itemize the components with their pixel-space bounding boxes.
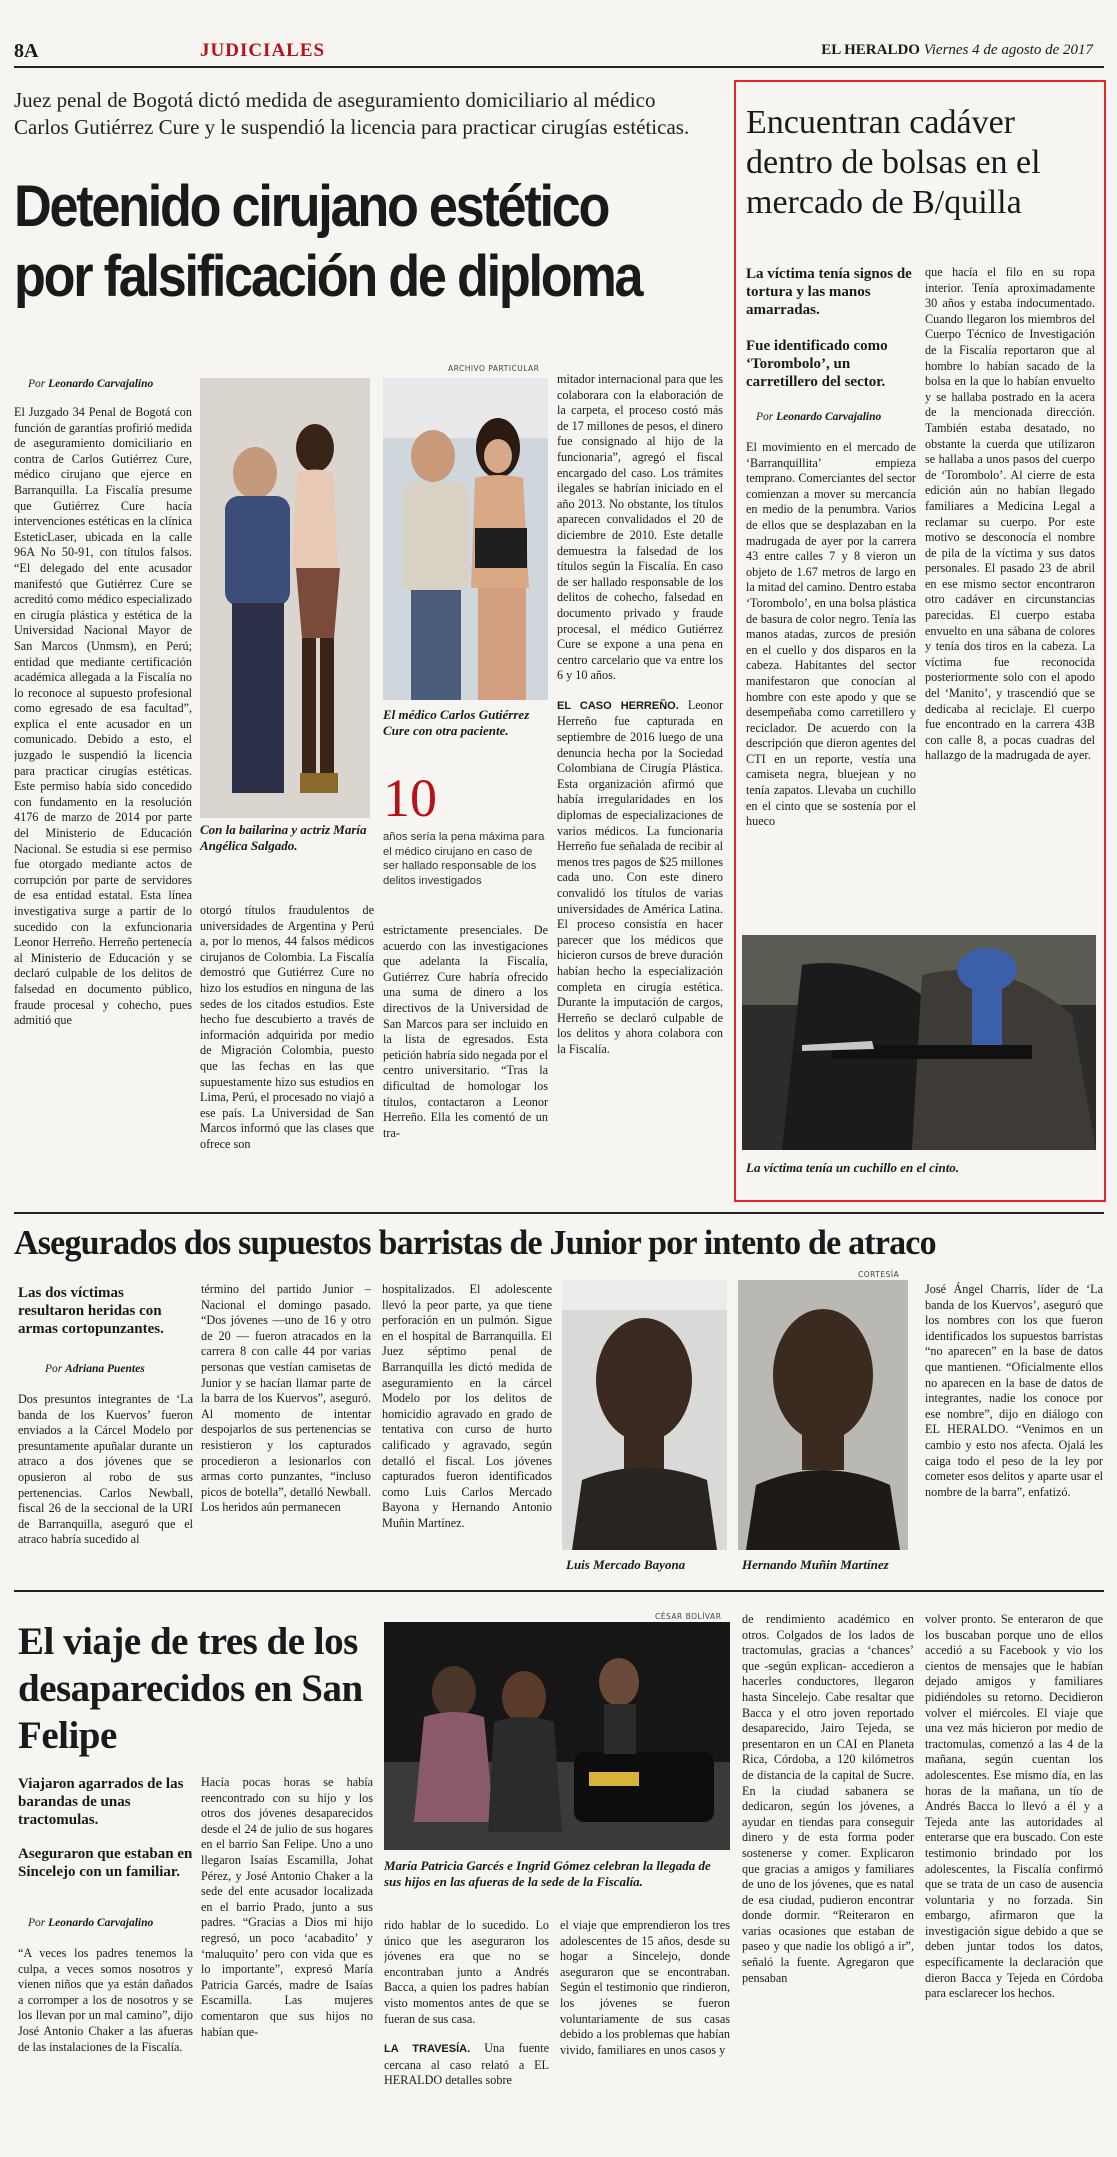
byline-name: Leonardo Carvajalino <box>48 378 154 390</box>
story1-col2: otorgó títulos fraudulentos de universidades de Argentina y Perú a, por lo menos, 44 falsos médicos cirujanos de Colombia. La Fiscalía demostró que Gutiérrez Cure no hizo los estudios en ninguna de las sedes de los citados estudios. Este hecho fue descubierto a través de información adquirida por medio de Migración Colombia, puesto que las fechas en las que supuestamente hizo sus estudios en Lima, Perú, el procesado no viajó a ese país. La Universidad de San Marcos informó que las clases que ofrece son <box>200 903 374 1151</box>
masthead-date-line <box>821 42 1093 59</box>
story4-photo-credit: CÉSAR BOLÍVAR <box>655 1612 722 1621</box>
story2-deck1: La víctima tenía signos de tortura y las manos amarradas. <box>746 266 912 318</box>
story1-headline: Detenido cirujano estético por falsificación de diploma <box>14 174 642 309</box>
story4-byline <box>28 1917 153 1929</box>
byline-name: Adriana Puentes <box>65 1363 145 1375</box>
byline-prefix: Por <box>28 378 46 390</box>
story2-byline <box>756 411 881 423</box>
story4-col6: volver pronto. Se enteraron de que los buscaban porque uno de ellos accedió a su Facebook y vio los cientos de mensajes que le habían dejado amigos y familiares pidiéndoles su retorno. Decidieron volver el miércoles. El viaje que una vez más hicieron por medio de tractomulas, comenzó a las 4 de la mañana, según cuentan los adolescentes. Ese mismo día, en las horas de la mañana, un tío de Andrés Bacca lo llevó a él y a Tejeda ante las autoridades al enterarse que era buscado. Con este testimonio brindado por los adolescentes, la Fiscalía confirmó que se trata de un caso de ausencia voluntaria y no forzada. Sin embargo, afirmaron que la investigación sigue debido a que se deben juntar todos los datos, específicamente la declaración que dieron Bacca y Tejeda en Córdoba para esclarecer los hechos. <box>925 1612 1103 2001</box>
section-label: JUDICIALES <box>200 40 326 61</box>
story3-byline <box>45 1363 145 1375</box>
story4-col2: Hacía pocas horas se había reencontrado con su hijo y los otros dos jóvenes desaparecidos desde el 24 de julio de sus hogares en el barrio San Felipe. Uno a uno llegaron Isaías Escamilla, Johat Pérez, y José Antonio Chaker a la sede del ente acusador localizada en el barrio Prado, junto a sus padres. “Gracias a Dios mi hijo regresó, un poco ‘acabadito’ y ‘maluquito’ pero con vida que es lo importante”, expresó María Patricia Garcés, madre de Isaías Escamilla. Las mujeres comentaron que sus hijos no habían que- <box>201 1775 373 2039</box>
story2-headline: Encuentran cadáver dentro de bolsas en el mercado de B/quilla <box>746 104 1041 221</box>
byline-name: Leonardo Carvajalino <box>48 1917 154 1929</box>
story1-col4-text-b: Leonor Herreño fue capturada en septiembre de 2016 luego de una denuncia hecha por la Sociedad Colombiana de Cirugía Plástica. Esta organización afirmó que había irregularidades en los diplomas de especializaciones de varios médicos. La funcionaria Herreño fue señalada de recibir al menos tres pagos de $25 millones cada uno. Con este dinero convalidó los títulos de varias universidades de América Latina. El proceso consistía en hacer parecer que los médicos que hicieron cursos de breve duración habían hecho la especialización completa en cirugía estética. Durante la imputación de cargos, Herreño se declaró culpable de los delitos y ahora colabora con la Fiscalía. <box>557 697 723 1056</box>
story3-caption2: Hernando Muñin Martínez <box>742 1557 889 1572</box>
header-rule <box>14 66 1104 68</box>
byline-name: Leonardo Carvajalino <box>776 411 882 423</box>
story1-byline <box>28 378 153 390</box>
story1-col3: estrictamente presenciales. De acuerdo con las investigaciones que adelanta la Fiscalía, Gutiérrez Cure habría ofrecido una suma de dinero a los directivos de la Universidad de San Marcos para ser incluido en la lista de egresados. Esta petición habría sido negada por el centro universitario. “Tras la dificultad de homologar los títulos, contactaron a Leonor Herreño. Ella les comentó de un tra- <box>383 923 548 1140</box>
story4-deck2: Aseguraron que estaban en Sincelejo con un familiar. <box>18 1846 193 1880</box>
story4-caption: María Patricia Garcés e Ingrid Gómez celebran la llegada de sus hijos en las afueras de la sede de la Fiscalía. <box>384 1858 711 1889</box>
story2-col2: que hacía el filo en su ropa interior. Tenía aproximadamente 30 años y estaba indocumentado. Cuando llegaron los miembros del Cuerpo Técnico de Investigación de la Fiscalía reportaron que al hombre lo habían sacado de la bolsa en la que lo habían envuelto y se hallaba postrado en la acera de la mencionada dirección. También estaba desatado, no obstante la cuerda que utilizaron se hallaba a unos pasos del cuerpo de ‘Torombolo’. Al cierre de esta edición aún no habían llegado familiares a Medicina Legal a reclamar su cuerpo. Por este motivo se desconocía el nombre de pila de la víctima y sus datos personales. El pasado 23 de abril en ese mismo sector encontraron otro cadáver en circunstancias parecidas. El cuerpo estaba envuelto en una sábana de colores y tenía dos tiros en la cabeza. La víctima fue reconocida posteriormente solo con el apodo del ‘Manito’, y trascendió que se dedicaba al reciclaje. El cuerpo fue encontrado en la carrera 43B con calle 8, a pocas cuadras del hallazgo de la madrugada de ayer. <box>925 265 1095 763</box>
story4-photo <box>384 1622 730 1850</box>
story3-photo-credit: CORTESÍA <box>858 1270 900 1279</box>
story4-col3-text-b: Una fuente cercana al caso relató a EL HERALDO detalles sobre <box>384 2041 549 2088</box>
page-number: 8A <box>14 40 39 62</box>
story4-col1: “A veces los padres tenemos la culpa, a veces somos nosotros y vienen niños que ya están dañados a corromper a los de nosotros y se los llevan por un mal camino”, dijo José Antonio Chaker a las afueras de las instalaciones de la Fiscalía. <box>18 1946 193 2054</box>
issue-date: Viernes 4 de agosto de 2017 <box>923 42 1093 58</box>
story3-col4: José Ángel Charris, líder de ‘La banda de los Kuervos’, aseguró que los nombres con los que fueron identificados los supuestos barristas “no aparecen” en la base de datos que mantienen. “Oficialmente ellos no aparecen en la base de datos de integrantes, nadie los conoce por ese nombre”, dijo en diálogo con EL HERALDO. “Venimos en un cambio y esto nos afecta. Ojalá les caiga todo el peso de la ley por cometer esos delitos y aparte usar el nombre de la barra”, enfatizó. <box>925 1282 1103 1499</box>
story1-photo-credit: ARCHIVO PARTICULAR <box>448 364 540 373</box>
byline-prefix: Por <box>28 1917 46 1929</box>
story4-col3-text: rido hablar de lo sucedido. Lo único que les aseguraron los jóvenes era que no se encontraban junto a Andrés Bacca, a quien los padres habían visto momentos antes de que se fueran de sus casa. <box>384 1918 549 2026</box>
story4-headline: El viaje de tres de los desaparecidos en San Felipe <box>18 1620 363 1757</box>
paper-name: EL HERALDO <box>821 42 920 58</box>
story2-caption: La víctima tenía un cuchillo en el cinto. <box>746 1160 960 1175</box>
story3-caption1: Luis Mercado Bayona <box>566 1557 686 1572</box>
story3-headline: Asegurados dos supuestos barristas de Junior por intento de atraco <box>14 1223 936 1262</box>
story1-photo-dancer <box>200 378 370 818</box>
story3-photo-munin <box>738 1280 908 1550</box>
story1-col4-text-a: mitador internacional para que les colaborara con la elaboración de la carpeta, el proceso costó más de 17 millones de pesos, el dinero fue consignado al hijo de la funcionaria”, agregó el fiscal encargado del caso. Los trámites ilegales se habrían iniciado en el año 2013. No obstante, los títulos aparecen convalidados el 20 de diciembre de 2010. Este detalle demuestra la falsedad de los títulos según la Fiscalía. En caso de ser hallado responsable de los delitos de cohecho, falsedad en documento privado y fraude procesal, el médico Gutiérrez Cure se expone a una pena en centro carcelario que va entre los 6 y 10 años. <box>557 372 723 683</box>
separator-2 <box>14 1590 1104 1592</box>
story1-col1: El Juzgado 34 Penal de Bogotá con función de garantías profirió medida de aseguramiento domiciliario en contra de Carlos Gutiérrez Cure, médico cirujano que ejerce en Barranquilla. La Fiscalía presume que Gutiérrez Cure hacía intervenciones estéticas en la clínica EsteticLaser, ubicada en la calle 96A No 50-91, con títulos falsos. “El delegado del ente acusador manifestó que Gutiérrez Cure se acreditó como médico especializado en cirugía plástica y estética de la Universidad Nacional Mayor de San Marcos (Unmsm), en Perú; entidad que mediante certificación académica allegada a la Fiscalía no lo reconoce al supuesto profesional como egresado de esa facultad”, explica el ente acusador en un comunicado. Debido a esto, el juzgado le suspendió la licencia para practicar cirugías estéticas. Este permiso había sido concedido con fundamento en la resolución 4176 de marzo de 2014 por parte del Ministerio de Educación Nacional. Se estudia si ese permiso fue otorgado mediante actos de corrupción por parte de servidores de esa entidad estatal. Esta línea investigativa surge a partir de lo sucedido con la exfuncionaria Leonor Herreño. Herreño pertenecía al Ministerio de Educación y se declaró culpable de los delitos de falsedad en documento público, fraude procesal y cohecho, pues admitió que <box>14 405 192 1028</box>
story1-photo-patient <box>383 378 548 700</box>
story4-col4: el viaje que emprendieron los tres adolescentes de 15 años, desde su hogar a Sincelejo, donde aseguraron que se encontraban. Según el testimonio que rindieron, los jóvenes se fueron voluntariamente de sus casas debido a los problemas que habían vivido, familiares en unos casos y <box>560 1918 730 2057</box>
story3-photo-mercado <box>562 1280 727 1550</box>
story1-col4-lead: EL CASO HERREÑO. <box>557 699 679 712</box>
story1-kicker: Juez penal de Bogotá dictó medida de aseguramiento domiciliario al médico Carlos Gutiérrez Cure y le suspendió la licencia para practicar cirugías estéticas. <box>14 88 690 139</box>
story1-col4 <box>557 372 723 1295</box>
story3-deck: Las dos víctimas resultaron heridas con armas cortopunzantes. <box>18 1285 164 1337</box>
byline-prefix: Por <box>45 1363 63 1375</box>
story1-stat-number: 10 <box>383 768 437 828</box>
story2-col1: El movimiento en el mercado de ‘Barranquillita’ empieza temprano. Comerciantes del sector comienzan a mover su mercancía en medio de la penumbra. Varios de ellos que se desplazaban en la madrugada de ayer por la carrera 43 entre calles 7 y 8 vieron un objeto de 1.67 metros de largo en la mitad del camino. Dentro estaba ‘Torombolo’, en una bolsa plástica de basura de color negro. Tenía las manos atadas, zurcos de presión en el cuello y dos disparos en la cabeza. Habitantes del sector manifestaron que conocían al hombre con este apodo y que se desempeñaba como carretillero y reciclador. De acuerdo con la descripción que dieron agentes del CTI en un reporte, vestía una camiseta negra, bluejean y no tenía zapatos. Llevaba un cuchillo en el cinto que se sostenía por el hueco <box>746 440 916 829</box>
story1-caption1: Con la bailarina y actriz María Angélica Salgado. <box>200 822 367 853</box>
story3-col1: Dos presuntos integrantes de ‘La banda de los Kuervos’ fueron enviados a la Cárcel Modelo por presuntamente apuñalar durante un atraco a dos jóvenes que se opusieron al robo de sus pertenencias. Carlos Newball, fiscal 26 de la seccional de la URI de Barranquilla, aseguró que el atraco habría sucedido al <box>18 1392 193 1547</box>
story2-photo <box>742 935 1096 1150</box>
byline-prefix: Por <box>756 411 774 423</box>
separator-1 <box>14 1212 1104 1214</box>
story2-deck2: Fue identificado como ‘Torombolo’, un carretillero del sector. <box>746 338 888 390</box>
story3-col3: hospitalizados. El adolescente llevó la peor parte, ya que tiene perforación en un pulmón. Sigue en el hospital de Barranquilla. El Juez séptimo penal de Barranquilla les dictó medida de aseguramiento en la cárcel Modelo por los delitos de homicidio agravado en grado de tentativa con curso de hurto calificado y agravado, según detalló el fiscal. Los jóvenes capturados fueron identificados como Luis Carlos Mercado Bayona y Hernando Antonio Muñin Martínez. <box>382 1282 552 1530</box>
story1-stat-text: años sería la pena máxima para el médico cirujano en caso de ser hallado responsable de los delitos investigados <box>383 831 545 887</box>
story4-deck1: Viajaron agarrados de las barandas de unas tractomulas. <box>18 1776 184 1828</box>
story3-col2: término del partido Junior – Nacional el domingo pasado. “Dos jóvenes —uno de 16 y otro de 20 — fueron atracados en la carrera 8 con calle 44 por varias personas que vestían camisetas de Junior y se hacían llamar parte de la barra de los Kuervos”, aseguró. Al momento de intentar despojarlos de sus pertenencias se resistieron y los capturados procedieron a lesionarlos con armas corto punzantes, “incluso picos de botella”, detalló Newball. Los heridos aún permanecen <box>201 1282 371 1515</box>
story4-col3-lead: LA TRAVESÍA. <box>384 2043 471 2056</box>
story4-col3 <box>384 1918 549 2120</box>
story1-caption2: El médico Carlos Gutiérrez Cure con otra paciente. <box>383 707 530 738</box>
story4-col5: de rendimiento académico en otros. Colgados de los lados de tractomulas, gracias a ‘chances’ que -según explican- accedieron a hacerles conductores, llegaron hasta Sincelejo. Cabe resaltar que Bacca y el otro joven reportado desaparecido, Jairo Tejeda, se presentaron en un CAI en Planeta Rica, Córdoba, a 120 kilómetros de distancia de la capital de Sucre. En la ciudad sabanera se dedicaron, según los jóvenes, a ayudar en tiendas para conseguir dinero y de esta forma poder sostenerse y comer. Explicaron que gracias a amigos y familiares de uno de los jóvenes, que es natal de esa ciudad, pudieron encontrar donde dormir. “Reiteraron en varias ocasiones que estaban de paseo y que nadie los obligó a ir”, señaló la fuente. Agregaron que pensaban <box>742 1612 914 1985</box>
